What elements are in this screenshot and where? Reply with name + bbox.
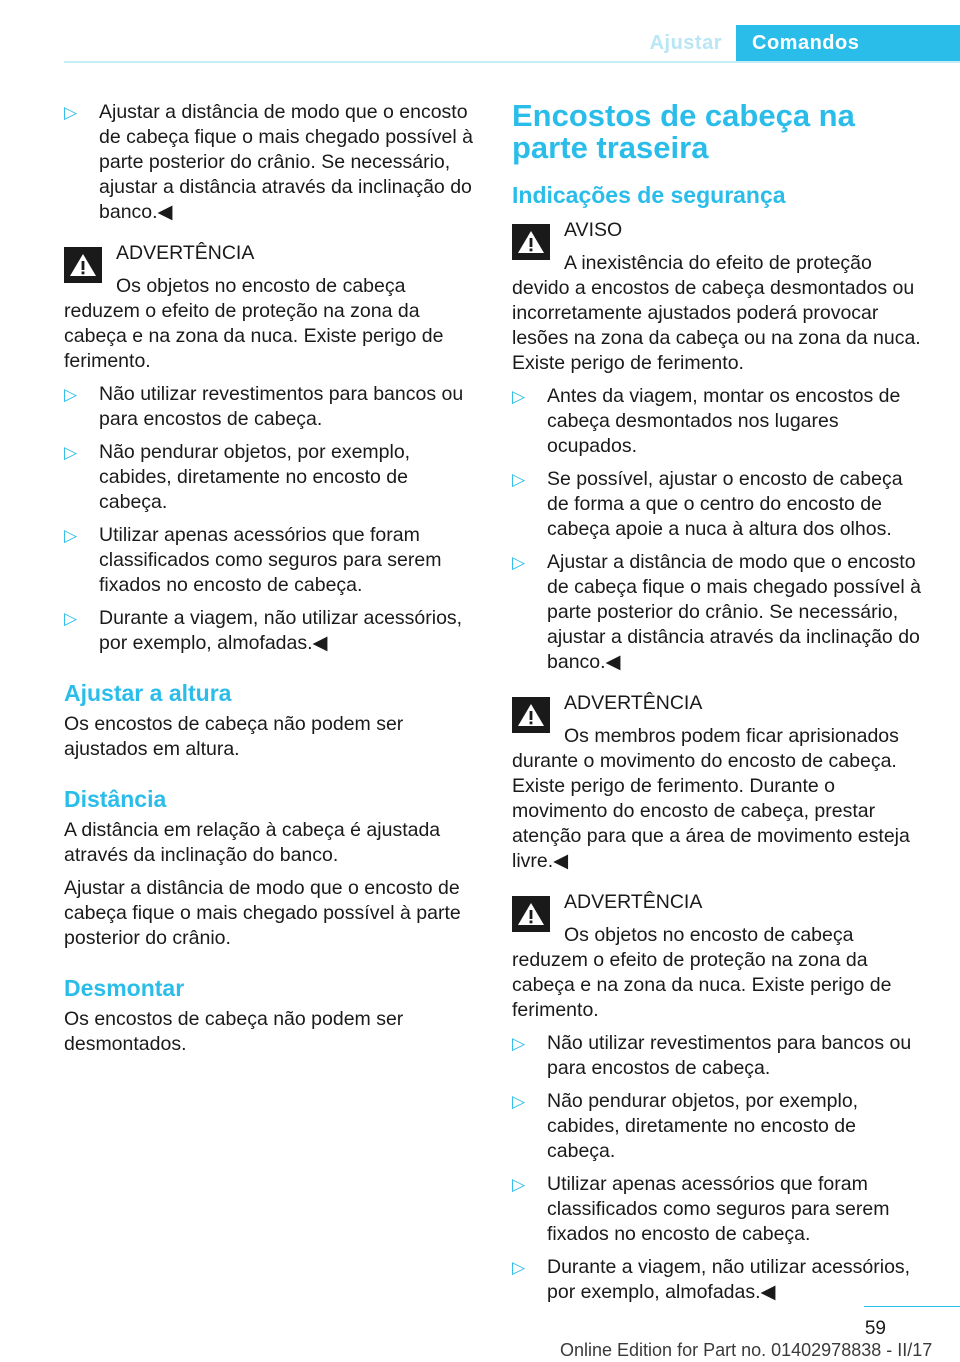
notice-title: AVISO (564, 219, 623, 241)
list-item (64, 100, 480, 225)
triangle-bullet-icon: ▷ (512, 1175, 526, 1194)
list-item-text: Utilizar apenas acessórios que foram classificados como seguros para serem fixados no encosto de cabeça. (547, 1173, 890, 1245)
list-item-text: Ajustar a distância de modo que o encosto de cabeça fique o mais chegado possível à parte posterior do crânio. Se necessário, ajustar a distância através da inclinação do banco.◀ (99, 101, 473, 223)
section-heading-distance: Distância (64, 786, 167, 812)
notice-box (512, 218, 928, 376)
triangle-bullet-icon: ▷ (64, 609, 78, 628)
list-item-text: Durante a viagem, não utilizar acessórios, por exemplo, almofadas.◀ (547, 1256, 911, 1303)
list-item-text: Não pendurar objetos, por exemplo, cabides, diretamente no encosto de cabeça. (547, 1090, 859, 1162)
right-column (512, 100, 928, 1313)
warning-triangle-icon (512, 896, 550, 932)
triangle-bullet-icon: ▷ (64, 443, 78, 462)
paragraph: A distância em relação à cabeça é ajustada através da inclinação do banco. (64, 819, 441, 866)
triangle-bullet-icon: ▷ (64, 103, 78, 122)
list-item-text: Utilizar apenas acessórios que foram classificados como seguros para serem fixados no encosto de cabeça. (99, 524, 442, 596)
list-item (64, 440, 480, 515)
header-section-label: Ajustar (649, 32, 722, 54)
list-item (64, 382, 480, 432)
triangle-bullet-icon: ▷ (512, 1092, 526, 1111)
triangle-bullet-icon: ▷ (512, 553, 526, 572)
list-item (512, 1255, 928, 1305)
paragraph: Ajustar a distância de modo que o encosto de cabeça fique o mais chegado possível à parte posterior do crânio. (64, 877, 461, 949)
warning-box (512, 691, 928, 874)
list-item-text: Não utilizar revestimentos para bancos ou para encostos de cabeça. (99, 383, 464, 430)
list-item (512, 467, 928, 542)
page-number: 59 (864, 1318, 886, 1339)
header-chapter-tab: Comandos (736, 25, 960, 61)
triangle-bullet-icon: ▷ (512, 470, 526, 489)
notice-text: A inexistência do efeito de proteção devido a encostos de cabeça desmontados ou incorretamente ajustados poderá provocar lesões na zona da cabeça ou na zona da nuca. Existe perigo de ferimento. (512, 252, 921, 374)
warning-title: ADVERTÊNCIA (564, 891, 703, 913)
page-title: Encostos de cabeça na parte traseira (512, 98, 855, 165)
list-item-text: Ajustar a distância de modo que o encosto de cabeça fique o mais chegado possível à parte posterior do crânio. Se necessário, ajustar a distância através da inclinação do banco.◀ (547, 551, 921, 673)
paragraph: Os encostos de cabeça não podem ser ajustados em altura. (64, 713, 404, 760)
warning-box (64, 241, 480, 374)
section-heading-height: Ajustar a altura (64, 680, 232, 706)
left-column (64, 100, 480, 1065)
section-heading-safety: Indicações de segurança (512, 182, 786, 208)
triangle-bullet-icon: ▷ (64, 385, 78, 404)
footer-divider (864, 1306, 960, 1307)
triangle-bullet-icon: ▷ (64, 526, 78, 545)
warning-box (512, 890, 928, 1023)
triangle-bullet-icon: ▷ (512, 387, 526, 406)
warning-text: Os objetos no encosto de cabeça reduzem o efeito de proteção na zona da cabeça e na zona da nuca. Existe perigo de ferimento. (64, 275, 444, 372)
warning-text: Os membros podem ficar aprisionados durante o movimento do encosto de cabeça. Existe perigo de ferimento. Durante o movimento do encosto de cabeça, prestar atenção para que a área de movimento esteja livre.◀ (512, 725, 910, 872)
warning-title: ADVERTÊNCIA (116, 242, 255, 264)
list-item (64, 606, 480, 656)
list-item (512, 384, 928, 459)
paragraph: Os encostos de cabeça não podem ser desmontados. (64, 1008, 404, 1055)
warning-triangle-icon (512, 224, 550, 260)
list-item-text: Durante a viagem, não utilizar acessórios, por exemplo, almofadas.◀ (99, 607, 463, 654)
triangle-bullet-icon: ▷ (512, 1034, 526, 1053)
section-heading-remove: Desmontar (64, 975, 185, 1001)
triangle-bullet-icon: ▷ (512, 1258, 526, 1277)
warning-triangle-icon (512, 697, 550, 733)
warning-text: Os objetos no encosto de cabeça reduzem o efeito de proteção na zona da cabeça e na zona da nuca. Existe perigo de ferimento. (512, 924, 892, 1021)
list-item (512, 1089, 928, 1164)
list-item (512, 550, 928, 675)
list-item-text: Se possível, ajustar o encosto de cabeça de forma a que o centro do encosto de cabeça apoie a nuca à altura dos olhos. (547, 468, 903, 540)
list-item-text: Não utilizar revestimentos para bancos ou para encostos de cabeça. (547, 1032, 912, 1079)
list-item-text: Não pendurar objetos, por exemplo, cabides, diretamente no encosto de cabeça. (99, 441, 411, 513)
list-item (64, 523, 480, 598)
warning-title: ADVERTÊNCIA (564, 692, 703, 714)
list-item (512, 1031, 928, 1081)
edition-note: Online Edition for Part no. 01402978838 - II/17 (560, 1340, 933, 1360)
page-header (636, 25, 960, 61)
warning-triangle-icon (64, 247, 102, 283)
list-item-text: Antes da viagem, montar os encostos de cabeça desmontados nos lugares ocupados. (547, 385, 901, 457)
list-item (512, 1172, 928, 1247)
header-divider (64, 61, 960, 63)
